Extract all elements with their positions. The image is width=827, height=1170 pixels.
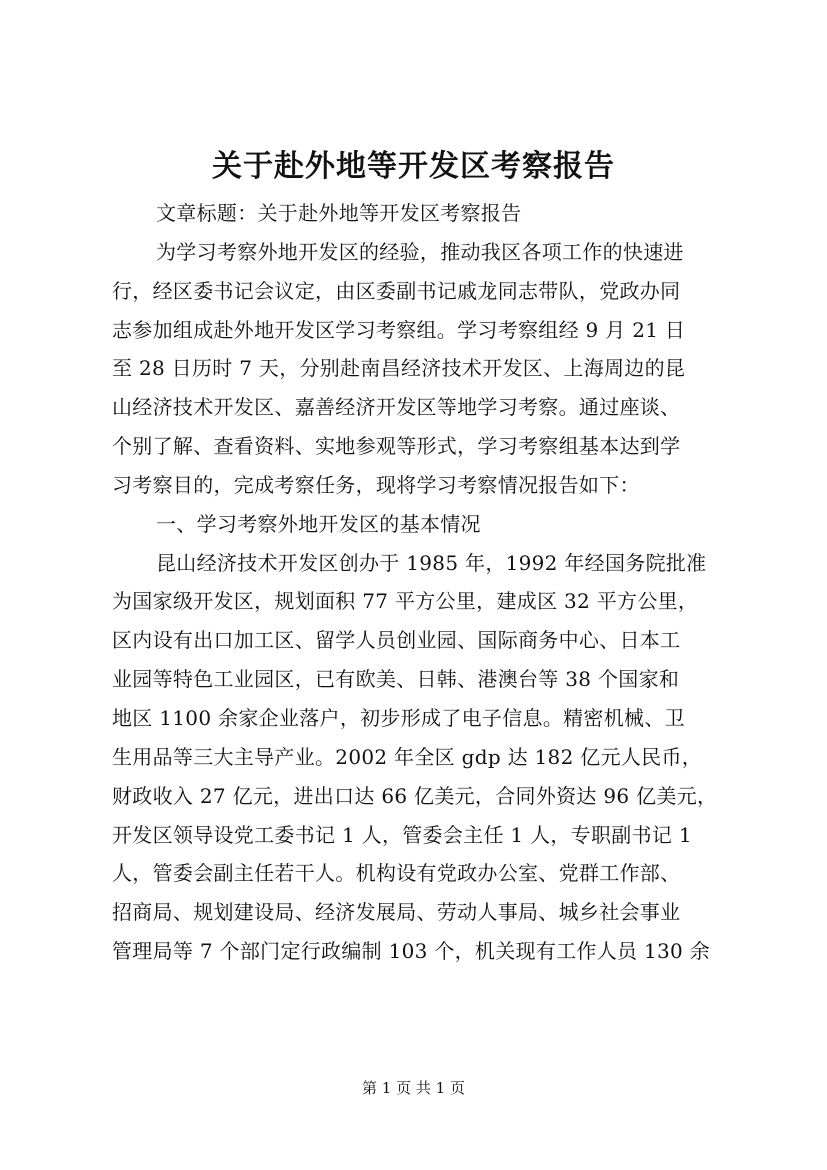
paragraph-line: 习考察目的，完成考察任务，现将学习考察情况报告如下： <box>112 472 640 497</box>
paragraph-line: 招商局、规划建设局、经济发展局、劳动人事局、城乡社会事业 <box>112 900 681 925</box>
section-heading: 一、学习考察外地开发区的基本情况 <box>156 511 481 536</box>
paragraph-line: 区内设有出口加工区、留学人员创业园、国际商务中心、日本工 <box>112 628 681 653</box>
paragraph-line: 为学习考察外地开发区的经验，推动我区各项工作的快速进 <box>156 239 684 264</box>
paragraph-line: 昆山经济技术开发区创办于 1985 年，1992 年经国务院批准 <box>156 550 707 575</box>
paragraph-line: 地区 1100 余家企业落户，初步形成了电子信息。精密机械、卫 <box>112 705 685 730</box>
document-title: 关于赴外地等开发区考察报告 <box>212 149 615 184</box>
paragraph-line: 个别了解、查看资料、实地参观等形式，学习考察组基本达到学 <box>112 434 681 459</box>
article-title-line: 文章标题：关于赴外地等开发区考察报告 <box>156 201 522 225</box>
paragraph-line: 山经济技术开发区、嘉善经济开发区等地学习考察。通过座谈、 <box>112 395 681 420</box>
paragraph-line: 管理局等 7 个部门定行政编制 103 个，机关现有工作人员 130 余 <box>112 939 711 964</box>
paragraph-line: 至 28 日历时 7 天，分别赴南昌经济技术开发区、上海周边的昆 <box>112 356 686 381</box>
paragraph-line: 业园等特色工业园区，已有欧美、日韩、港澳台等 38 个国家和 <box>112 667 680 692</box>
paragraph-line: 志参加组成赴外地开发区学习考察组。学习考察组经 9 月 21 日 <box>112 317 686 342</box>
paragraph-line: 行，经区委书记会议定，由区委副书记戚龙同志带队，党政办同 <box>112 278 681 303</box>
document-body <box>112 194 742 971</box>
page-number-footer: 第 1 页 共 1 页 <box>362 1079 465 1097</box>
paragraph-line: 财政收入 27 亿元，进出口达 66 亿美元，合同外资达 96 亿美元， <box>112 783 718 808</box>
paragraph-line: 为国家级开发区，规划面积 77 平方公里，建成区 32 平方公里， <box>112 589 699 614</box>
paragraph-line: 开发区领导设党工委书记 1 人，管委会主任 1 人，专职副书记 1 <box>112 822 692 847</box>
paragraph-line: 生用品等三大主导产业。2002 年全区 gdp 达 182 亿元人民币， <box>112 744 703 769</box>
paragraph-line: 人，管委会副主任若干人。机构设有党政办公室、党群工作部、 <box>112 861 681 886</box>
